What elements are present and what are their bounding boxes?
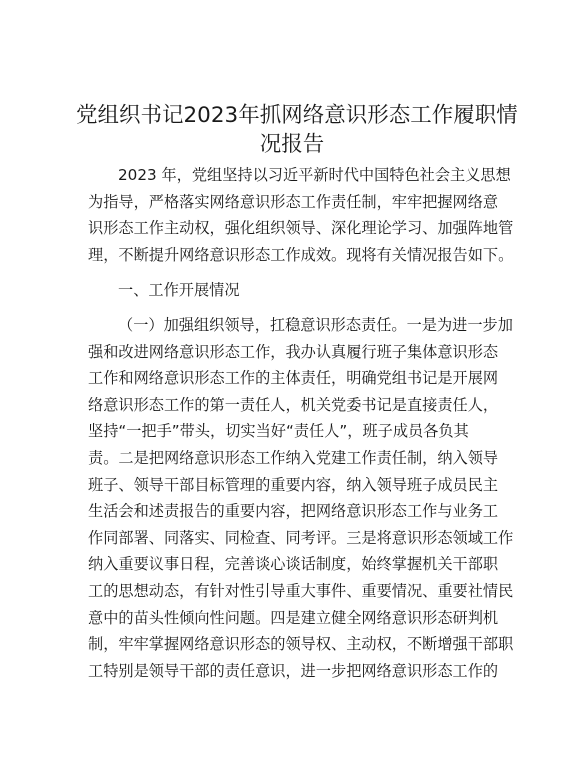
paragraph-line: 作同部署、同落实、同检查、同考评。三是将意识形态领域工作 — [88, 528, 514, 547]
paragraph-line: 强和改进网络意识形态工作，我办认真履行班子集体意识形态 — [88, 342, 499, 361]
paragraph-line: 坚持“一把手”带头，切实当好“责任人”，班子成员各负其 — [88, 422, 469, 441]
paragraph-line: 工特别是领导干部的责任意识，进一步把网络意识形态工作的 — [88, 661, 499, 680]
paragraph-line: 班子、领导干部目标管理的重要内容，纳入领导班子成员民主 — [88, 475, 499, 494]
title-line: 党组织书记2023年抓网络意识形态工作履职情 — [76, 103, 518, 128]
paragraph-line: 识形态工作主动权，强化组织领导、深化理论学习、加强阵地管 — [88, 219, 514, 238]
paragraph-line: 意中的苗头性倾向性问题。四是建立健全网络意识形态研判机 — [88, 608, 499, 627]
paragraph-line: （一）加强组织领导，扛稳意识形态责任。一是为进一步加 — [118, 316, 513, 334]
paragraph-line: 理，不断提升网络意识形态工作成效。现将有关情况报告如下。 — [88, 245, 514, 264]
paragraph-line: 制，牢牢掌握网络意识形态的领导权、主动权，不断增强干部职 — [88, 635, 514, 654]
paragraph-line: 生活会和述责报告的重要内容，把网络意识形态工作与业务工 — [88, 502, 499, 521]
paragraph-line: 为指导，严格落实网络意识形态工作责任制，牢牢把握网络意 — [88, 192, 499, 211]
paragraph-line: 2023 年，党组坚持以习近平新时代中国特色社会主义思想 — [118, 166, 511, 184]
paragraph-line: 络意识形态工作的第一责任人，机关党委书记是直接责任人， — [88, 395, 499, 414]
paragraph-line: 工作和网络意识形态工作的主体责任，明确党组书记是开展网 — [88, 369, 499, 388]
paragraph-line: 责。二是把网络意识形态工作纳入党建工作责任制，纳入领导 — [88, 449, 499, 467]
paragraph-line: 纳入重要议事日程，完善谈心谈话制度，始终掌握机关干部职 — [88, 555, 499, 574]
paragraph-line: 工的思想动态，有针对性引导重大事件、重要情况、重要社情民 — [88, 582, 514, 600]
title-line: 况报告 — [259, 132, 325, 157]
document-title — [76, 101, 518, 159]
section-heading: 一、工作开展情况 — [118, 281, 240, 299]
